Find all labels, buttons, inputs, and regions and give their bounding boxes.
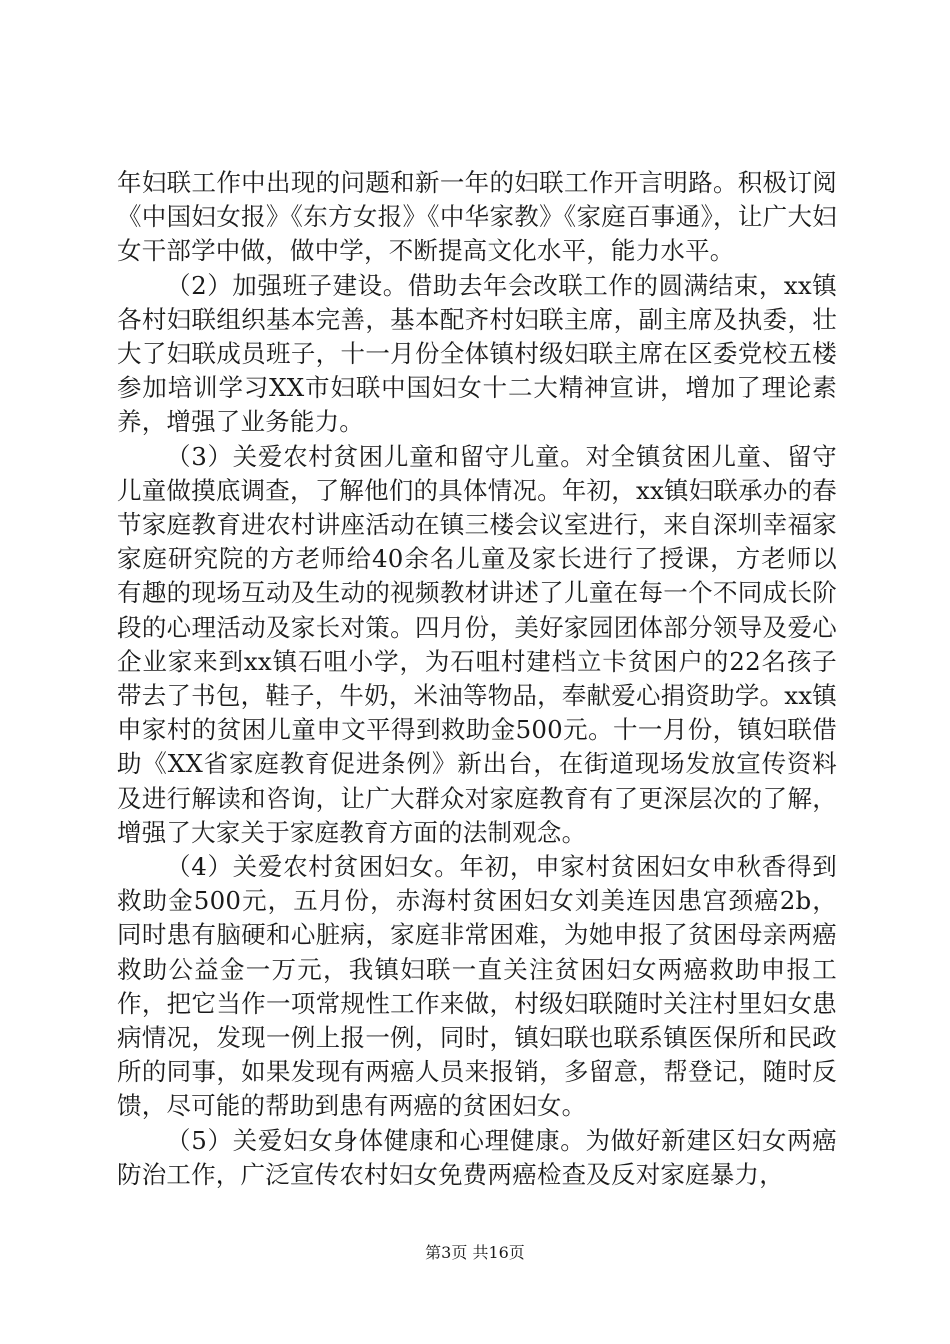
paragraph-3: （3）关爱农村贫困儿童和留守儿童。对全镇贫困儿童、留守儿童做摸底调查，了解他们的具体情况。年初，xx镇妇联承办的春节家庭教育进农村讲座活动在镇三楼会议室进行，来自深圳幸福家家庭研究院的方老师给40余名儿童及家长进行了授课，方老师以有趣的现场互动及生动的视频教材讲述了儿童在每一个不同成长阶段的心理活动及家长对策。四月份，美好家园团体部分领导及爱心企业家来到xx镇石咀小学，为石咀村建档立卡贫困户的22名孩子带去了书包，鞋子，牛奶，米油等物品，奉献爱心捐资助学。xx镇申家村的贫困儿童申文平得到救助金500元。十一月份，镇妇联借助《XX省家庭教育促进条例》新出台，在街道现场发放宣传资料及进行解读和咨询，让广大群众对家庭教育有了更深层次的了解，增强了大家关于家庭教育方面的法制观念。 bbox=[117, 441, 837, 847]
paragraph-2: （2）加强班子建设。借助去年会改联工作的圆满结束，xx镇各村妇联组织基本完善，基本配齐村妇联主席，副主席及执委，壮大了妇联成员班子，十一月份全体镇村级妇联主席在区委党校五楼参加培训学习XX市妇联中国妇女十二大精神宣讲，增加了理论素养，增强了业务能力。 bbox=[117, 270, 837, 437]
document-body bbox=[117, 166, 837, 1192]
paragraph-4: （4）关爱农村贫困妇女。年初，申家村贫困妇女申秋香得到救助金500元，五月份，赤海村贫困妇女刘美连因患宫颈癌2b，同时患有脑硬和心脏病，家庭非常困难，为她申报了贫困母亲两癌救助公益金一万元，我镇妇联一直关注贫困妇女两癌救助申报工作，把它当作一项常规性工作来做，村级妇联随时关注村里妇女患病情况，发现一例上报一例，同时，镇妇联也联系镇医保所和民政所的同事，如果发现有两癌人员来报销，多留意，帮登记，随时反馈，尽可能的帮助到患有两癌的贫困妇女。 bbox=[117, 852, 837, 1121]
paragraph-1: 年妇联工作中出现的问题和新一年的妇联工作开言明路。积极订阅《中国妇女报》《东方女报》《中华家教》《家庭百事通》，让广大妇女干部学中做，做中学，不断提高文化水平，能力水平。 bbox=[117, 168, 837, 266]
page-number-footer: 第3页 共16页 bbox=[425, 1243, 525, 1262]
paragraph-5: （5）关爱妇女身体健康和心理健康。为做好新建区妇女两癌防治工作，广泛宣传农村妇女免费两癌检查及反对家庭暴力， bbox=[117, 1125, 837, 1189]
